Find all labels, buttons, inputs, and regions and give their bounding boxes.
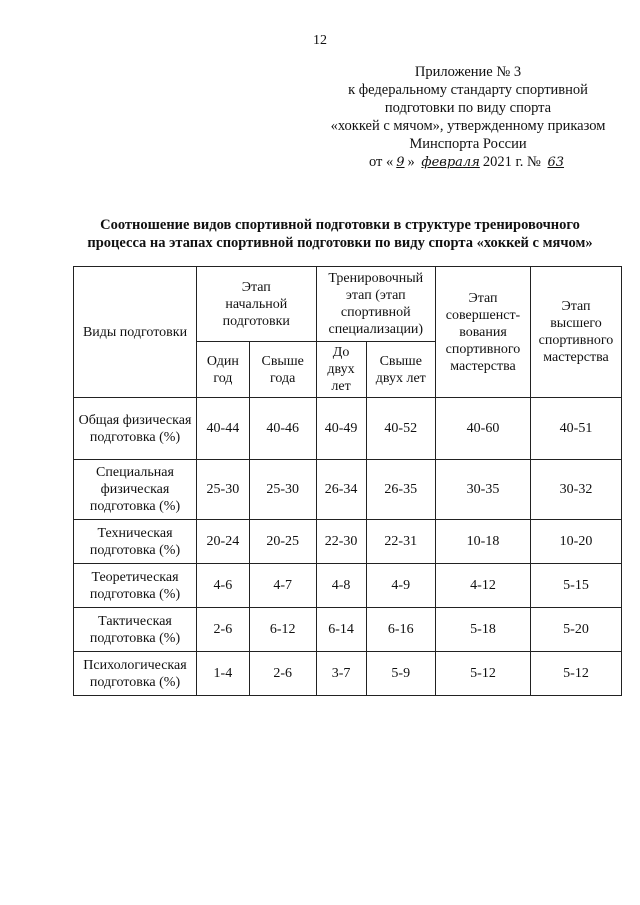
row-label: Общая физическая подготовка (%) (74, 398, 197, 460)
row-label: Техническая подготовка (%) (74, 520, 197, 564)
subheader-up-two-years: До двух лет (316, 342, 366, 398)
date-mid: » (407, 154, 415, 170)
cell-value: 1-4 (197, 652, 250, 696)
subheader-over-two-years: Свыше двух лет (366, 342, 435, 398)
cell-value: 30-35 (436, 460, 531, 520)
handwritten-month: февраля (421, 155, 480, 170)
table-row (74, 608, 622, 652)
row-label: Тактическая подготовка (%) (74, 608, 197, 652)
row-label: Теоретическая подготовка (%) (74, 564, 197, 608)
cell-value: 40-51 (531, 398, 622, 460)
handwritten-number: 63 (547, 155, 565, 170)
subheader-over-year: Свыше года (249, 342, 316, 398)
header-stage-highest: Этап высшего спортивного мастерства (531, 267, 622, 398)
table-row (74, 564, 622, 608)
cell-value: 10-18 (436, 520, 531, 564)
cell-value: 40-44 (197, 398, 250, 460)
cell-value: 22-30 (316, 520, 366, 564)
annex-block (300, 63, 636, 172)
cell-value: 5-18 (436, 608, 531, 652)
cell-value: 5-12 (531, 652, 622, 696)
document-title (40, 216, 640, 252)
header-stage-initial: Этап начальной подготовки (197, 267, 317, 342)
cell-value: 5-9 (366, 652, 435, 696)
cell-value: 6-14 (316, 608, 366, 652)
annex-line: Минспорта России (409, 136, 527, 152)
date-prefix: от « (368, 154, 394, 170)
table-row (74, 460, 622, 520)
annex-line: подготовки по виду спорта (384, 100, 552, 116)
cell-value: 6-16 (366, 608, 435, 652)
cell-value: 5-12 (436, 652, 531, 696)
annex-line: «хоккей с мячом», утвержденному приказом (330, 118, 606, 134)
cell-value: 4-9 (366, 564, 435, 608)
title-line-1: Соотношение видов спортивной подготовки в структуре тренировочного (100, 217, 580, 233)
header-kinds: Виды подготовки (74, 267, 197, 398)
cell-value: 5-15 (531, 564, 622, 608)
cell-value: 5-20 (531, 608, 622, 652)
cell-value: 22-31 (366, 520, 435, 564)
cell-value: 30-32 (531, 460, 622, 520)
cell-value: 4-6 (197, 564, 250, 608)
annex-line: к федеральному стандарту спортивной (348, 82, 588, 98)
training-ratio-table (73, 266, 622, 696)
header-stage-improvement: Этап совершенст-вования спортивного мастерства (436, 267, 531, 398)
cell-value: 40-60 (436, 398, 531, 460)
table-row (74, 520, 622, 564)
row-label: Психологическая подготовка (%) (74, 652, 197, 696)
cell-value: 26-35 (366, 460, 435, 520)
cell-value: 40-46 (249, 398, 316, 460)
header-stage-training: Тренировочный этап (этап спортивной специализации) (316, 267, 435, 342)
page-number: 12 (313, 33, 327, 48)
subheader-one-year: Один год (197, 342, 250, 398)
year-part: 2021 г. № (482, 154, 541, 170)
order-date-line (300, 153, 636, 172)
cell-value: 4-12 (436, 564, 531, 608)
cell-value: 4-8 (316, 564, 366, 608)
cell-value: 25-30 (197, 460, 250, 520)
row-label: Специальная физическая подготовка (%) (74, 460, 197, 520)
handwritten-day: 9 (396, 155, 405, 170)
annex-line: Приложение № 3 (414, 64, 522, 80)
cell-value: 25-30 (249, 460, 316, 520)
cell-value: 10-20 (531, 520, 622, 564)
cell-value: 26-34 (316, 460, 366, 520)
cell-value: 20-24 (197, 520, 250, 564)
cell-value: 4-7 (249, 564, 316, 608)
cell-value: 6-12 (249, 608, 316, 652)
table-row (74, 398, 622, 460)
cell-value: 2-6 (197, 608, 250, 652)
cell-value: 40-49 (316, 398, 366, 460)
title-line-2: процесса на этапах спортивной подготовки по виду спорта «хоккей с мячом» (87, 235, 593, 251)
cell-value: 40-52 (366, 398, 435, 460)
cell-value: 20-25 (249, 520, 316, 564)
table-row (74, 652, 622, 696)
cell-value: 2-6 (249, 652, 316, 696)
cell-value: 3-7 (316, 652, 366, 696)
